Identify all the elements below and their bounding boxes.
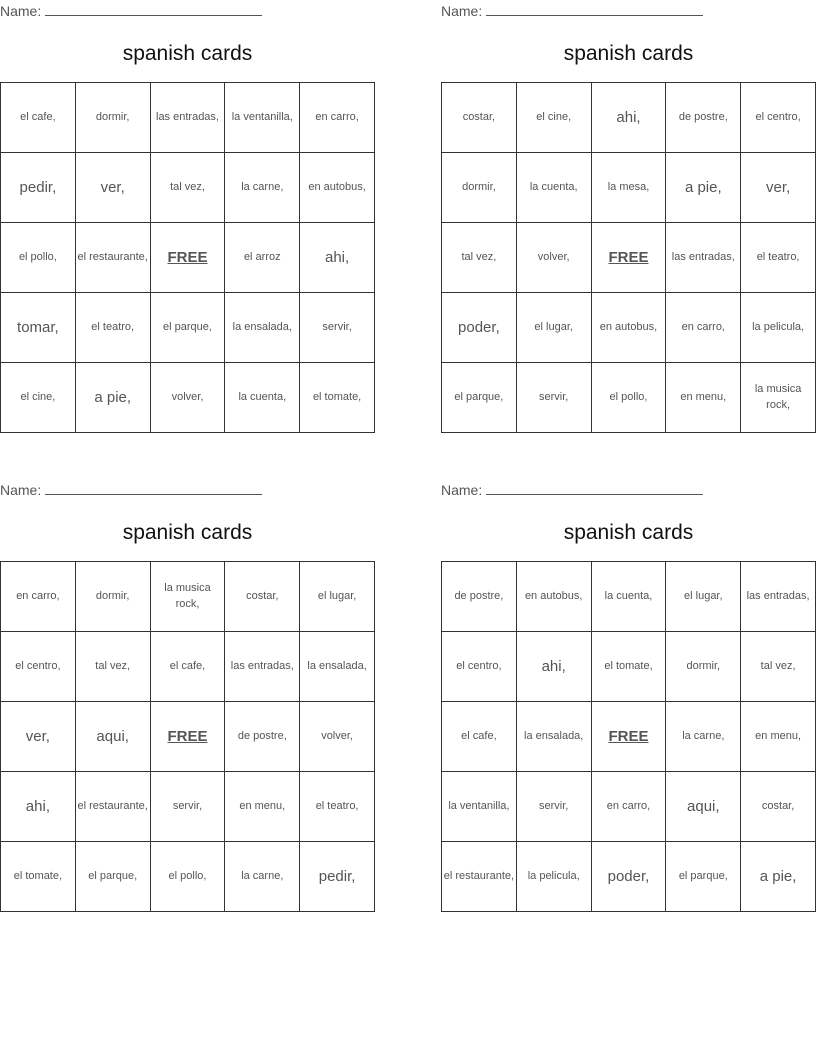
name-blank bbox=[486, 3, 703, 16]
bingo-cell: en carro, bbox=[666, 293, 741, 363]
bingo-cell: servir, bbox=[517, 363, 592, 433]
bingo-cell: tal vez, bbox=[442, 223, 517, 293]
bingo-cell: el restaurante, bbox=[76, 772, 151, 842]
bingo-cell: pedir, bbox=[300, 842, 375, 912]
bingo-cell: el cafe, bbox=[151, 632, 226, 702]
name-line bbox=[441, 3, 703, 19]
bingo-cell: el centro, bbox=[442, 632, 517, 702]
bingo-grid bbox=[0, 561, 375, 912]
bingo-cell: la mesa, bbox=[592, 153, 667, 223]
bingo-cell: en menu, bbox=[225, 772, 300, 842]
bingo-cell: el tomate, bbox=[300, 363, 375, 433]
name-line bbox=[0, 482, 262, 498]
bingo-cell: en carro, bbox=[300, 83, 375, 153]
bingo-cell: el parque, bbox=[151, 293, 226, 363]
bingo-cell: las entradas, bbox=[225, 632, 300, 702]
bingo-cell: aqui, bbox=[666, 772, 741, 842]
bingo-cell: el pollo, bbox=[151, 842, 226, 912]
bingo-cell: el pollo, bbox=[592, 363, 667, 433]
bingo-cell: el arroz bbox=[225, 223, 300, 293]
bingo-cell: ahi, bbox=[517, 632, 592, 702]
bingo-cell: la pelicula, bbox=[741, 293, 816, 363]
bingo-cell: volver, bbox=[151, 363, 226, 433]
bingo-cell: ver, bbox=[741, 153, 816, 223]
bingo-grid bbox=[441, 561, 816, 912]
bingo-cell: el pollo, bbox=[1, 223, 76, 293]
bingo-cell: en autobus, bbox=[592, 293, 667, 363]
bingo-cell: costar, bbox=[741, 772, 816, 842]
bingo-cell: poder, bbox=[442, 293, 517, 363]
bingo-cell: ahi, bbox=[300, 223, 375, 293]
bingo-cell: la pelicula, bbox=[517, 842, 592, 912]
bingo-cell: la cuenta, bbox=[592, 562, 667, 632]
bingo-cell: el cine, bbox=[517, 83, 592, 153]
bingo-cell: la ventanilla, bbox=[442, 772, 517, 842]
bingo-cell: dormir, bbox=[76, 83, 151, 153]
bingo-cell: la carne, bbox=[666, 702, 741, 772]
bingo-cell: la musica rock, bbox=[151, 562, 226, 632]
bingo-cell: en menu, bbox=[666, 363, 741, 433]
bingo-cell: la cuenta, bbox=[225, 363, 300, 433]
bingo-cell: la ensalada, bbox=[225, 293, 300, 363]
bingo-cell: el cine, bbox=[1, 363, 76, 433]
bingo-cell: el lugar, bbox=[666, 562, 741, 632]
bingo-cell: dormir, bbox=[76, 562, 151, 632]
bingo-cell: ver, bbox=[1, 702, 76, 772]
bingo-cell: la ventanilla, bbox=[225, 83, 300, 153]
bingo-cell: de postre, bbox=[442, 562, 517, 632]
bingo-cell: el teatro, bbox=[76, 293, 151, 363]
bingo-cell: la ensalada, bbox=[517, 702, 592, 772]
card-title: spanish cards bbox=[563, 42, 694, 65]
bingo-cell: volver, bbox=[517, 223, 592, 293]
bingo-cell: costar, bbox=[225, 562, 300, 632]
bingo-cell: las entradas, bbox=[151, 83, 226, 153]
bingo-cell: el cafe, bbox=[1, 83, 76, 153]
name-label: Name: bbox=[441, 3, 483, 19]
bingo-cell: el parque, bbox=[76, 842, 151, 912]
name-label: Name: bbox=[0, 3, 42, 19]
bingo-cell: tal vez, bbox=[741, 632, 816, 702]
card-title: spanish cards bbox=[563, 521, 694, 544]
bingo-cell: pedir, bbox=[1, 153, 76, 223]
bingo-cell: el tomate, bbox=[1, 842, 76, 912]
name-blank bbox=[486, 482, 703, 495]
bingo-cell: en carro, bbox=[592, 772, 667, 842]
bingo-cell: la musica rock, bbox=[741, 363, 816, 433]
card-title: spanish cards bbox=[122, 42, 253, 65]
bingo-cell: ahi, bbox=[1, 772, 76, 842]
name-label: Name: bbox=[0, 482, 42, 498]
bingo-grid bbox=[441, 82, 816, 433]
bingo-cell: el lugar, bbox=[300, 562, 375, 632]
bingo-cell: a pie, bbox=[76, 363, 151, 433]
bingo-cell: tal vez, bbox=[76, 632, 151, 702]
bingo-cell: a pie, bbox=[741, 842, 816, 912]
bingo-cell: tal vez, bbox=[151, 153, 226, 223]
bingo-cell: costar, bbox=[442, 83, 517, 153]
bingo-cell: el parque, bbox=[442, 363, 517, 433]
bingo-cell: el restaurante, bbox=[76, 223, 151, 293]
free-cell: FREE bbox=[592, 702, 667, 772]
bingo-cell: aqui, bbox=[76, 702, 151, 772]
bingo-cell: el lugar, bbox=[517, 293, 592, 363]
bingo-cell: el parque, bbox=[666, 842, 741, 912]
bingo-cell: el teatro, bbox=[300, 772, 375, 842]
bingo-cell: servir, bbox=[300, 293, 375, 363]
bingo-cell: ver, bbox=[76, 153, 151, 223]
bingo-cell: la carne, bbox=[225, 842, 300, 912]
bingo-cell: dormir, bbox=[666, 632, 741, 702]
name-line bbox=[0, 3, 262, 19]
bingo-cell: el centro, bbox=[741, 83, 816, 153]
card-title: spanish cards bbox=[122, 521, 253, 544]
free-cell: FREE bbox=[151, 223, 226, 293]
bingo-cell: la ensalada, bbox=[300, 632, 375, 702]
bingo-cell: de postre, bbox=[666, 83, 741, 153]
bingo-cell: en autobus, bbox=[300, 153, 375, 223]
name-blank bbox=[45, 3, 262, 16]
bingo-cell: tomar, bbox=[1, 293, 76, 363]
bingo-cell: a pie, bbox=[666, 153, 741, 223]
bingo-cell: servir, bbox=[517, 772, 592, 842]
name-blank bbox=[45, 482, 262, 495]
bingo-cell: las entradas, bbox=[741, 562, 816, 632]
bingo-grid bbox=[0, 82, 375, 433]
bingo-cell: el cafe, bbox=[442, 702, 517, 772]
name-line bbox=[441, 482, 703, 498]
bingo-cell: servir, bbox=[151, 772, 226, 842]
bingo-cell: en carro, bbox=[1, 562, 76, 632]
bingo-cell: en menu, bbox=[741, 702, 816, 772]
bingo-cell: la cuenta, bbox=[517, 153, 592, 223]
bingo-cell: ahi, bbox=[592, 83, 667, 153]
bingo-cell: el restaurante, bbox=[442, 842, 517, 912]
bingo-cell: el teatro, bbox=[741, 223, 816, 293]
bingo-cell: el tomate, bbox=[592, 632, 667, 702]
bingo-cell: en autobus, bbox=[517, 562, 592, 632]
bingo-cell: el centro, bbox=[1, 632, 76, 702]
bingo-cell: de postre, bbox=[225, 702, 300, 772]
free-cell: FREE bbox=[592, 223, 667, 293]
bingo-cell: volver, bbox=[300, 702, 375, 772]
bingo-cell: las entradas, bbox=[666, 223, 741, 293]
bingo-cell: la carne, bbox=[225, 153, 300, 223]
bingo-cell: poder, bbox=[592, 842, 667, 912]
name-label: Name: bbox=[441, 482, 483, 498]
bingo-cell: dormir, bbox=[442, 153, 517, 223]
free-cell: FREE bbox=[151, 702, 226, 772]
